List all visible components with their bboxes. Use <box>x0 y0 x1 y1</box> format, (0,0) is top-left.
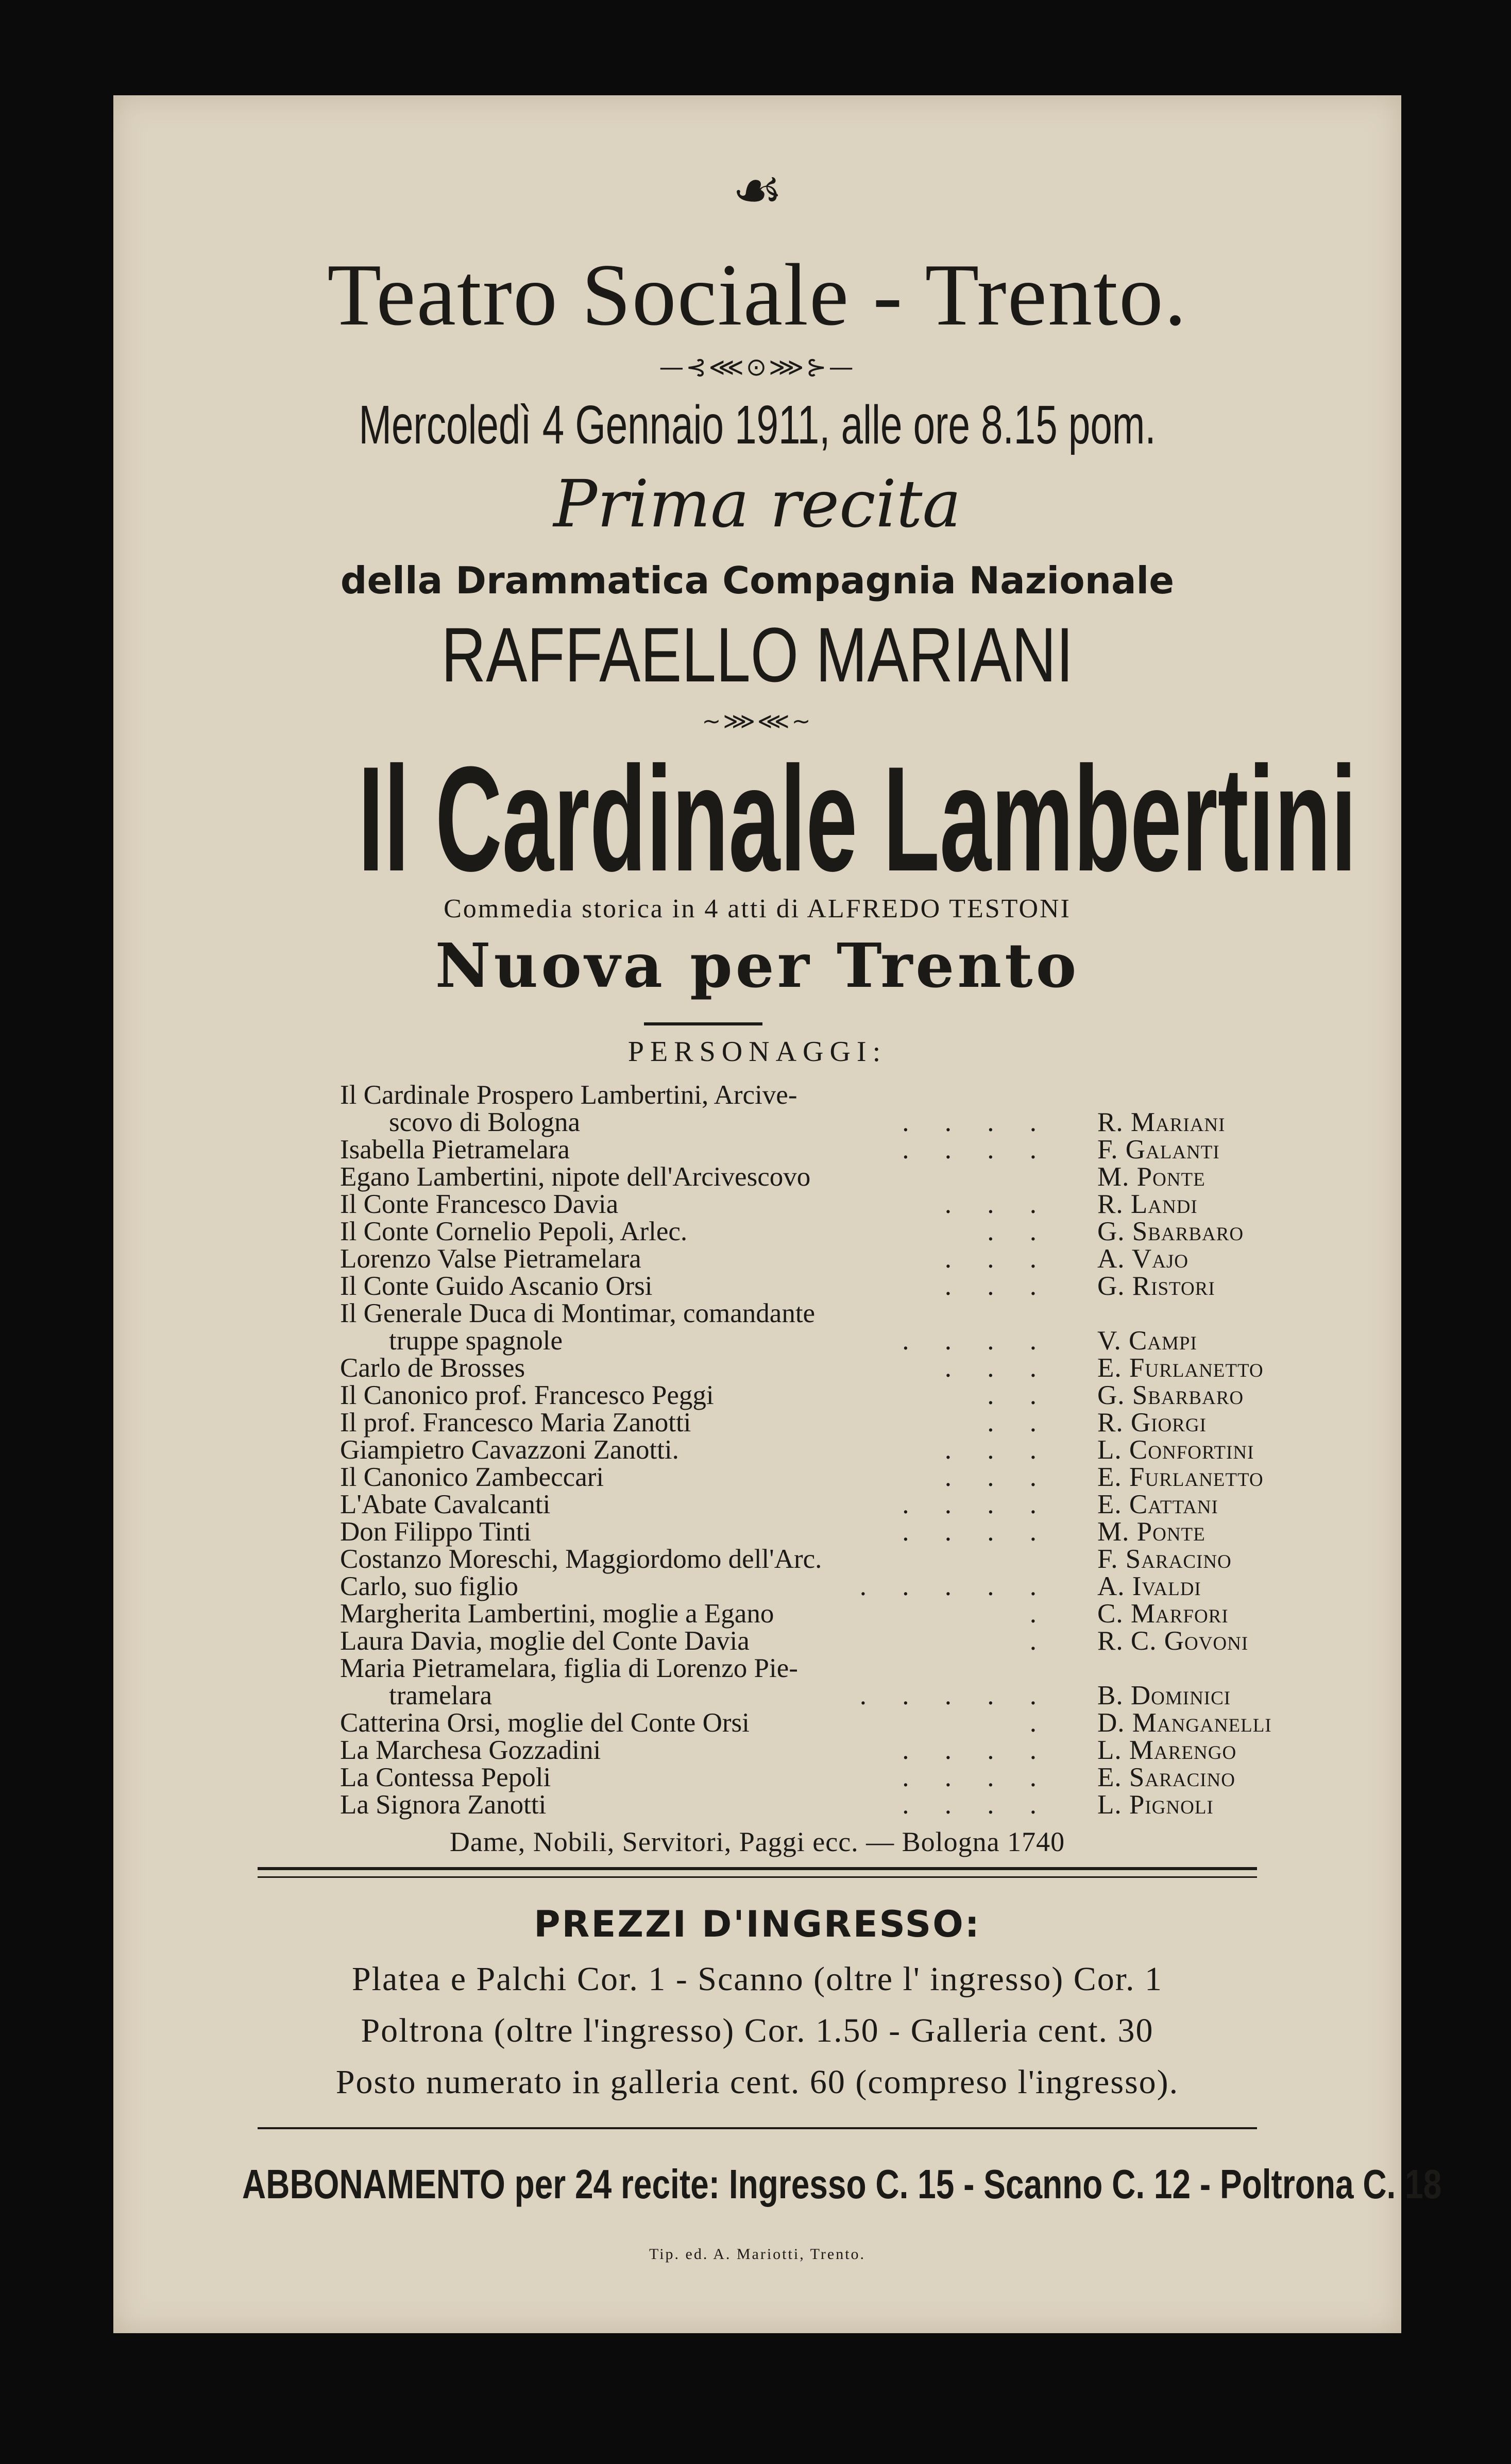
cast-row <box>340 1109 1319 1136</box>
character-name: Carlo de Brosses <box>340 1353 525 1383</box>
price-line-3: Posto numerato in galleria cent. 60 (compreso l'ingresso). <box>335 2063 1179 2101</box>
character-name: Isabella Pietramelara <box>340 1135 570 1165</box>
actor-name: L. Confortini <box>1097 1435 1254 1465</box>
actor-name: G. Sbarbaro <box>1097 1217 1244 1246</box>
cast-row <box>340 1136 1319 1163</box>
actor-name: R. Mariani <box>1097 1107 1226 1137</box>
character-name: Lorenzo Valse Pietramelara <box>340 1244 641 1274</box>
actor-name: F. Galanti <box>1097 1135 1220 1165</box>
fleuron-ornament-icon: ☙ <box>732 157 783 223</box>
cast-row <box>340 1628 1319 1655</box>
leader-dots: . <box>1029 1708 1051 1738</box>
leader-dots: . . . . . <box>859 1571 1051 1601</box>
company-director: RAFFAELLO MARIANI <box>441 611 1074 698</box>
actor-name: G. Ristori <box>1097 1271 1215 1301</box>
short-rule <box>644 1022 762 1025</box>
leader-dots: . . . . <box>902 1490 1051 1519</box>
price-line-2: Poltrona (oltre l'ingresso) Cor. 1.50 - Galleria cent. 30 <box>361 2012 1154 2049</box>
cast-row <box>340 1273 1319 1300</box>
actor-name: L. Pignoli <box>1097 1790 1214 1820</box>
leader-dots: . . . <box>944 1462 1051 1492</box>
leader-dots: . . . . <box>902 1326 1051 1356</box>
performance-date: Mercoledì 4 Gennaio 1911, alle ore 8.15 pom. <box>359 395 1156 455</box>
leader-dots: . . <box>987 1408 1051 1438</box>
character-name: Catterina Orsi, moglie del Conte Orsi <box>340 1708 750 1738</box>
divider-ornament: —⊰⋘⊙⋙⊱— <box>659 353 856 382</box>
actor-name: R. Landi <box>1097 1189 1198 1219</box>
double-rule-bottom <box>258 1876 1257 1878</box>
cast-row <box>340 1409 1319 1436</box>
character-name: Giampietro Cavazzoni Zanotti. <box>340 1435 679 1465</box>
cast-row <box>340 1218 1319 1245</box>
leader-dots: . . . . <box>902 1135 1051 1165</box>
actor-name: A. Ivaldi <box>1097 1571 1201 1601</box>
actor-name: L. Marengo <box>1097 1735 1237 1765</box>
character-name: Margherita Lambertini, moglie a Egano <box>340 1599 774 1629</box>
actor-name: E. Furlanetto <box>1097 1462 1264 1492</box>
character-name: scovo di Bologna <box>389 1107 580 1137</box>
cast-footer: Dame, Nobili, Servitori, Paggi ecc. — Bologna 1740 <box>449 1826 1065 1857</box>
character-name: La Signora Zanotti <box>340 1790 547 1820</box>
cast-heading: PERSONAGGI: <box>627 1036 887 1068</box>
leader-dots: . . . <box>944 1244 1051 1274</box>
leader-dots: . . <box>987 1380 1051 1410</box>
character-name: Il Canonico Zambeccari <box>340 1462 604 1492</box>
section-rule <box>258 2127 1257 2129</box>
cast-row <box>340 1737 1319 1764</box>
divider-ornament-2: ~⋙⋘~ <box>702 708 813 734</box>
cast-row <box>340 1327 1319 1355</box>
actor-name: A. Vajo <box>1097 1244 1189 1274</box>
leader-dots: . . . . <box>902 1790 1051 1820</box>
play-title: Il Cardinale Lambertini <box>358 735 1357 902</box>
character-name: L'Abate Cavalcanti <box>340 1490 551 1519</box>
first-performance-label: Prima recita <box>553 466 961 542</box>
leader-dots: . . . <box>944 1271 1051 1301</box>
price-line-1: Platea e Palchi Cor. 1 - Scanno (oltre l' ingresso) Cor. 1 <box>351 1960 1163 1998</box>
leader-dots: . <box>1029 1626 1051 1656</box>
leader-dots: . . . . <box>902 1107 1051 1137</box>
character-name: Costanzo Moreschi, Maggiordomo dell'Arc. <box>340 1544 822 1574</box>
character-name: La Marchesa Gozzadini <box>340 1735 601 1765</box>
character-name: Il Conte Cornelio Pepoli, Arlec. <box>340 1217 688 1246</box>
company-name: della Drammatica Compagnia Nazionale <box>340 559 1175 602</box>
actor-name: V. Campi <box>1097 1326 1197 1356</box>
cast-row <box>340 1082 1319 1109</box>
theatre-title: Teatro Sociale - Trento. <box>327 246 1187 344</box>
cast-row <box>340 1464 1319 1491</box>
subscription-line: ABBONAMENTO per 24 recite: Ingresso C. 15 - Scanno C. 12 - Poltrona C. 18 <box>242 2161 1442 2207</box>
actor-name: C. Marfori <box>1097 1599 1229 1629</box>
cast-list <box>340 1082 1319 1819</box>
character-name: Il Conte Guido Ascanio Orsi <box>340 1271 653 1301</box>
cast-row <box>340 1163 1319 1191</box>
actor-name: R. Giorgi <box>1097 1408 1207 1438</box>
cast-row <box>340 1600 1319 1628</box>
actor-name: F. Saracino <box>1097 1544 1232 1574</box>
cast-row <box>340 1573 1319 1600</box>
playbill-sheet <box>113 95 1442 2333</box>
actor-name: G. Sbarbaro <box>1097 1380 1244 1410</box>
cast-row <box>340 1300 1319 1327</box>
character-name: Il Cardinale Prospero Lambertini, Arcive- <box>340 1080 797 1110</box>
character-name: La Contessa Pepoli <box>340 1763 551 1792</box>
cast-row <box>340 1436 1319 1464</box>
printer-credit: Tip. ed. A. Mariotti, Trento. <box>649 2246 866 2263</box>
leader-dots: . . . <box>944 1189 1051 1219</box>
cast-row <box>340 1655 1319 1682</box>
novelty-banner: Nuova per Trento <box>435 930 1080 1001</box>
prices-heading: PREZZI D'INGRESSO: <box>534 1903 981 1945</box>
character-name: Don Filippo Tinti <box>340 1517 532 1547</box>
character-name: Il Generale Duca di Montimar, comandante <box>340 1298 816 1328</box>
cast-row <box>340 1518 1319 1546</box>
actor-name: M. Ponte <box>1097 1517 1206 1547</box>
character-name: Il Conte Francesco Davia <box>340 1189 619 1219</box>
cast-row <box>340 1245 1319 1273</box>
leader-dots: . <box>1029 1599 1051 1629</box>
leader-dots: . . . <box>944 1353 1051 1383</box>
actor-name: E. Saracino <box>1097 1763 1235 1792</box>
leader-dots: . . . . <box>902 1517 1051 1547</box>
cast-row <box>340 1382 1319 1409</box>
cast-row <box>340 1191 1319 1218</box>
character-name: Il prof. Francesco Maria Zanotti <box>340 1408 691 1438</box>
actor-name: M. Ponte <box>1097 1162 1206 1192</box>
character-name: tramelara <box>389 1681 493 1710</box>
cast-row <box>340 1709 1319 1737</box>
cast-row <box>340 1355 1319 1382</box>
play-subtitle: Commedia storica in 4 atti di ALFREDO TESTONI <box>444 894 1071 923</box>
character-name: Carlo, suo figlio <box>340 1571 518 1601</box>
cast-row <box>340 1682 1319 1709</box>
cast-row <box>340 1764 1319 1791</box>
character-name: truppe spagnole <box>389 1326 563 1356</box>
actor-name: R. C. Govoni <box>1097 1626 1249 1656</box>
leader-dots: . . . . <box>902 1763 1051 1792</box>
leader-dots: . . . <box>944 1435 1051 1465</box>
actor-name: D. Manganelli <box>1097 1708 1272 1738</box>
cast-row <box>340 1491 1319 1518</box>
actor-name: E. Cattani <box>1097 1490 1218 1519</box>
actor-name: B. Dominici <box>1097 1681 1231 1710</box>
leader-dots: . . . . . <box>859 1681 1051 1710</box>
character-name: Egano Lambertini, nipote dell'Arcivescovo <box>340 1162 811 1192</box>
double-rule-top <box>258 1867 1257 1870</box>
character-name: Il Canonico prof. Francesco Peggi <box>340 1380 714 1410</box>
character-name: Laura Davia, moglie del Conte Davia <box>340 1626 750 1656</box>
leader-dots: . . . . <box>902 1735 1051 1765</box>
cast-row <box>340 1546 1319 1573</box>
character-name: Maria Pietramelara, figlia di Lorenzo Pie- <box>340 1653 798 1683</box>
leader-dots: . . <box>987 1217 1051 1246</box>
cast-row <box>340 1791 1319 1819</box>
actor-name: E. Furlanetto <box>1097 1353 1264 1383</box>
